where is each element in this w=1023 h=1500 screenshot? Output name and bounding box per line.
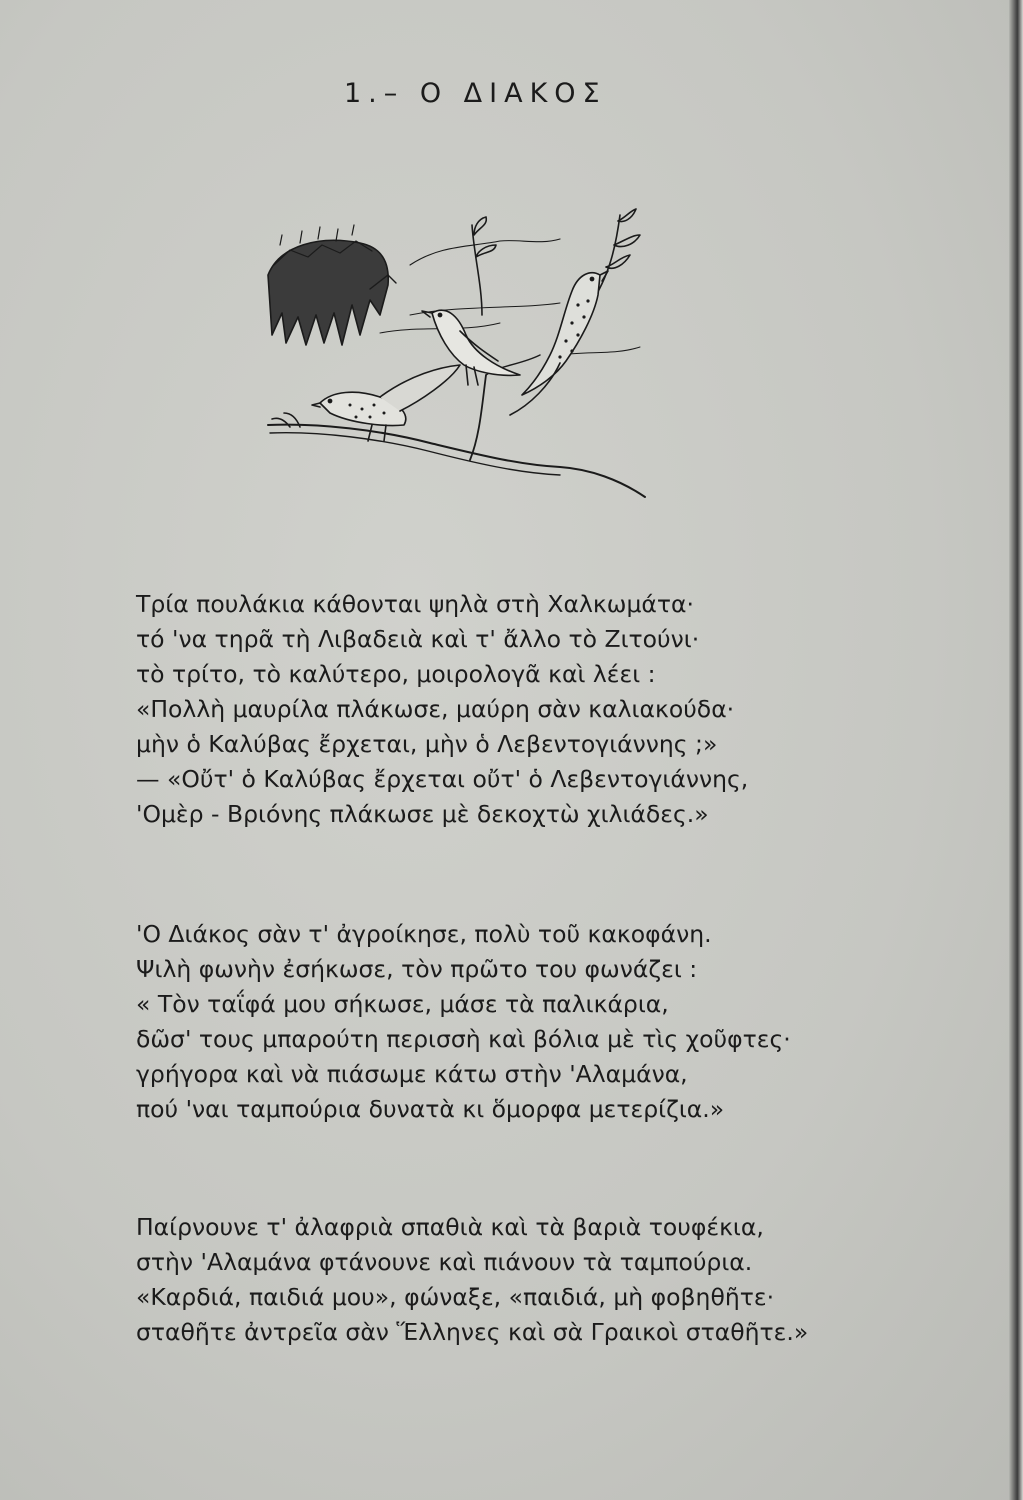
verse-line: — «Οὔτ' ὁ Καλύβας ἔρχεται οὔτ' ὁ Λεβεντογιάννης, <box>136 765 749 793</box>
verse-line: « Τὸν ταΐφά μου σήκωσε, μάσε τὰ παλικάρια, <box>136 990 669 1018</box>
verse-line: σταθῆτε ἀντρεῖα σὰν Ἕλληνες καὶ σὰ Γραικοὶ σταθῆτε.» <box>136 1318 809 1346</box>
verse-line: Ψιλὴ φωνὴν ἐσήκωσε, τὸν πρῶτο του φωνάζει : <box>136 955 698 983</box>
verse-line: «Πολλὴ μαυρίλα πλάκωσε, μαύρη σὰν καλιακούδα· <box>136 695 735 723</box>
verse-line: Τρία πουλάκια κάθονται ψηλὰ στὴ Χαλκωμάτα· <box>136 590 694 618</box>
verse-line: 'Ο Διάκος σὰν τ' ἀγροίκησε, πολὺ τοῦ κακοφάνη. <box>136 920 712 948</box>
bird-icon <box>510 271 608 415</box>
verse-line: στὴν 'Αλαμάνα φτάνουνε καὶ πιάνουν τὰ ταμπούρια. <box>136 1248 753 1276</box>
stanza-1 <box>136 587 748 832</box>
bird-icon <box>312 365 460 441</box>
verse-line: «Καρδιά, παιδιά μου», φώναξε, «παιδιά, μὴ φοβηθῆτε· <box>136 1283 775 1311</box>
stanza-2 <box>136 917 791 1127</box>
horsemen-icon <box>268 225 396 345</box>
verse-line: τὸ τρίτο, τὸ καλύτερο, μοιρολογᾶ καὶ λέει : <box>136 660 656 688</box>
verse-line: τό 'να τηρᾶ τὴ Λιβαδειὰ καὶ τ' ἄλλο τὸ Ζιτούνι· <box>136 625 700 653</box>
verse-line: 'Ομὲρ - Βριόνης πλάκωσε μὲ δεκοχτὼ χιλιάδες.» <box>136 800 709 828</box>
verse-line: δῶσ' τους μπαρούτη περισσὴ καὶ βόλια μὲ τὶς χοῦφτες· <box>136 1025 791 1053</box>
verse-line: πού 'ναι ταμπούρια δυνατὰ κι ὅμορφα μετερίζια.» <box>136 1095 725 1123</box>
birds-on-branch-illustration <box>260 205 650 500</box>
stanza-3 <box>136 1210 808 1350</box>
verse-line: Παίρνουνε τ' ἀλαφριὰ σπαθιὰ καὶ τὰ βαριὰ τουφέκια, <box>136 1213 764 1241</box>
poem-title: 1.– Ο ΔΙΑΚΟΣ <box>344 78 607 109</box>
page-edge <box>1009 0 1023 1500</box>
verse-line: μὴν ὁ Καλύβας ἔρχεται, μὴν ὁ Λεβεντογιάννης ;» <box>136 730 718 758</box>
verse-line: γρήγορα καὶ νὰ πιάσωμε κάτω στὴν 'Αλαμάνα, <box>136 1060 688 1088</box>
